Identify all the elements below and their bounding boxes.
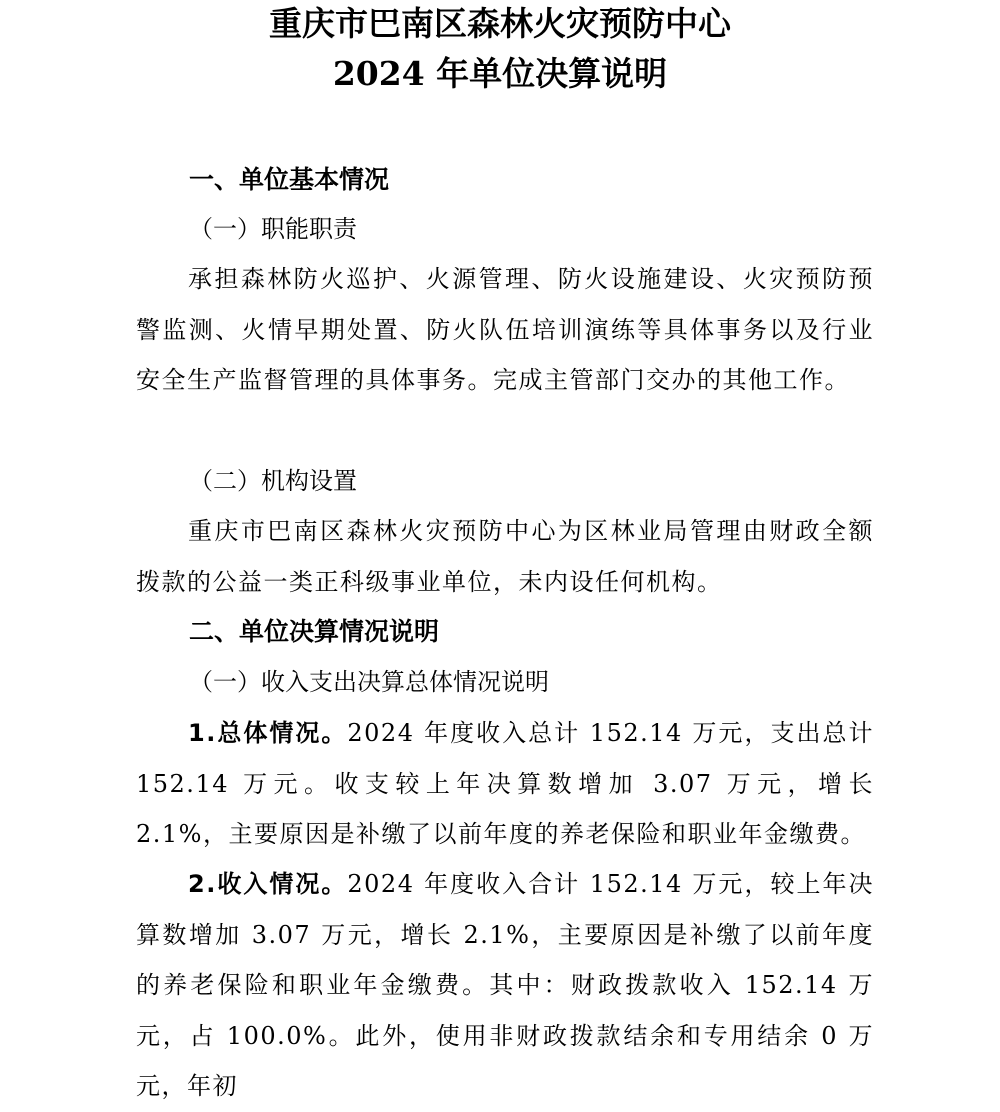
item1-label: 1.总体情况。 xyxy=(188,719,348,747)
section1-heading: 一、单位基本情况 xyxy=(189,165,390,194)
item1-text: 2024 年度收入总计 152.14 万元，支出总计 152.14 万元。收支较上年决算数增加 3.07 万元，增长 2.1%，主要原因是补缴了以前年度的养老保险和职业年金缴费。 xyxy=(136,719,874,848)
item2-text: 2024 年度收入合计 152.14 万元，较上年决算数增加 3.07 万元，增长 2.1%，主要原因是补缴了以前年度的养老保险和职业年金缴费。其中：财政拨款收入 152.14 万元，占 100.0%。此外，使用非财政拨款结余和专用结余 0 万元，年初 xyxy=(136,870,874,1100)
section2-heading: 二、单位决算情况说明 xyxy=(189,617,440,646)
section1-subheading-structure: （二）机构设置 xyxy=(189,467,357,495)
item2-label: 2.收入情况。 xyxy=(188,870,348,898)
section1-structure-paragraph: 重庆市巴南区森林火灾预防中心为区林业局管理由财政全额拨款的公益一类正科级事业单位，未内设任何机构。 xyxy=(136,517,874,596)
document-title-line2: 2024 年单位决算说明 xyxy=(332,54,668,93)
section1-subheading-duties: （一）职能职责 xyxy=(189,215,357,243)
item1-paragraph xyxy=(136,708,874,860)
document-title-line1: 重庆市巴南区森林火灾预防中心 xyxy=(269,4,731,43)
section2-subheading-overview: （一）收入支出决算总体情况说明 xyxy=(189,668,549,696)
item2-paragraph xyxy=(136,859,874,1112)
section1-duties-paragraph: 承担森林防火巡护、火源管理、防火设施建设、火灾预防预警监测、火情早期处置、防火队伍培训演练等具体事务以及行业安全生产监督管理的具体事务。完成主管部门交办的其他工作。 xyxy=(136,265,874,394)
